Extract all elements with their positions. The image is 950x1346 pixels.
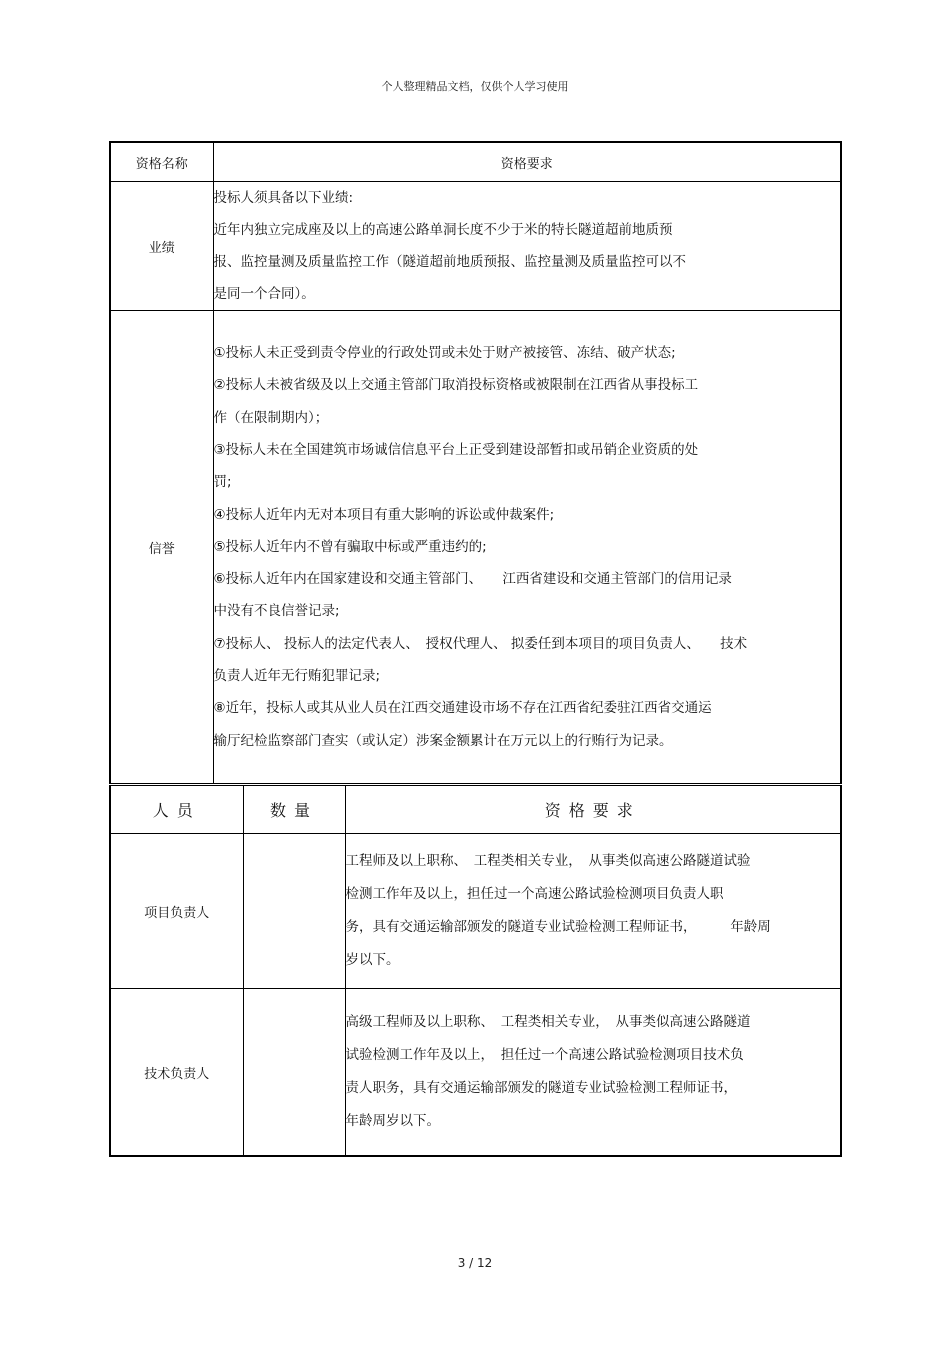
reputation-label: 信誉: [110, 311, 213, 784]
personnel-header-row: [110, 786, 841, 834]
text-line: 年龄周岁以下。: [345, 1113, 440, 1129]
performance-label: 业绩: [110, 182, 213, 311]
text-line: 岁以下。: [345, 952, 400, 968]
text-line: 责人职务，具有交通运输部颁发的隧道专业试验检测工程师证书，: [345, 1080, 737, 1096]
table-row: [110, 834, 841, 989]
text-line: ①投标人未正受到责令停业的行政处罚或未处于财产被接管、冻结、破产状态;: [213, 345, 676, 362]
column-header-requirement: 资格要求: [213, 142, 841, 182]
column-header-requirement: 资格要求: [345, 786, 841, 834]
person-requirement: [345, 989, 841, 1157]
person-requirement: [345, 834, 841, 989]
column-header-name: 资格名称: [110, 142, 213, 182]
page-number: 3 / 12: [457, 1256, 493, 1270]
text-line: 检测工作年及以上，担任过一个高速公路试验检测项目负责人职: [345, 886, 724, 902]
person-count: [243, 989, 345, 1157]
text-line: ③投标人未在全国建筑市场诚信信息平台上正受到建设部暂扣或吊销企业资质的处: [213, 441, 699, 458]
performance-row: [110, 182, 841, 311]
text-line: ⑥投标人近年内在国家建设和交通主管部门、 江西省建设和交通主管部门的信用记录: [213, 571, 732, 588]
text-line: 是同一个合同）。: [213, 286, 315, 302]
text-line: 中没有不良信誉记录;: [213, 603, 340, 620]
text-line: 负责人近年无行贿犯罪记录;: [213, 668, 381, 685]
person-role: 技术负责人: [110, 989, 243, 1157]
text-line: 作（在限制期内）；: [213, 409, 329, 426]
text-line: ⑤投标人近年内不曾有骗取中标或严重违约的;: [213, 538, 487, 555]
personnel-table: [109, 785, 842, 1157]
text-line: 报、监控量测及质量监控工作（隧道超前地质预报、监控量测及质量监控可以不: [213, 254, 686, 270]
text-line: 工程师及以上职称、 工程类相关专业， 从事类似高速公路隧道试验: [345, 853, 751, 869]
person-count: [243, 834, 345, 989]
person-role: 项目负责人: [110, 834, 243, 989]
text-line: ⑧近年，投标人或其从业人员在江西交通建设市场不存在江西省纪委驻江西省交通运: [213, 700, 712, 717]
table-row: [110, 989, 841, 1157]
text-line: 试验检测工作年及以上， 担任过一个高速公路试验检测项目技术负: [345, 1047, 744, 1063]
header-note: 个人整理精品文档，仅供个人学习使用: [381, 80, 569, 93]
performance-requirement: [213, 182, 841, 311]
text-line: 近年内独立完成座及以上的高速公路单洞长度不少于米的特长隧道超前地质预: [213, 222, 673, 238]
text-line: 务，具有交通运输部颁发的隧道专业试验检测工程师证书， 年龄周: [345, 919, 771, 935]
reputation-requirement: [213, 311, 841, 784]
text-line: 投标人须具备以下业绩:: [213, 190, 354, 206]
column-header-count: 数量: [243, 786, 345, 834]
column-header-person: 人员: [110, 786, 243, 834]
qualification-table: [109, 141, 842, 784]
text-line: 高级工程师及以上职称、 工程类相关专业， 从事类似高速公路隧道: [345, 1014, 751, 1030]
table-header-row: [110, 142, 841, 182]
text-line: ⑦投标人、 投标人的法定代表人、 授权代理人、 拟委任到本项目的项目负责人、 技术: [213, 635, 748, 652]
text-line: 输厅纪检监察部门查实（或认定）涉案金额累计在万元以上的行贿行为记录。: [213, 732, 673, 749]
reputation-row: [110, 311, 841, 784]
text-line: ②投标人未被省级及以上交通主管部门取消投标资格或被限制在江西省从事投标工: [213, 377, 699, 394]
text-line: ④投标人近年内无对本项目有重大影响的诉讼或仲裁案件;: [213, 506, 555, 523]
text-line: 罚;: [213, 474, 232, 491]
